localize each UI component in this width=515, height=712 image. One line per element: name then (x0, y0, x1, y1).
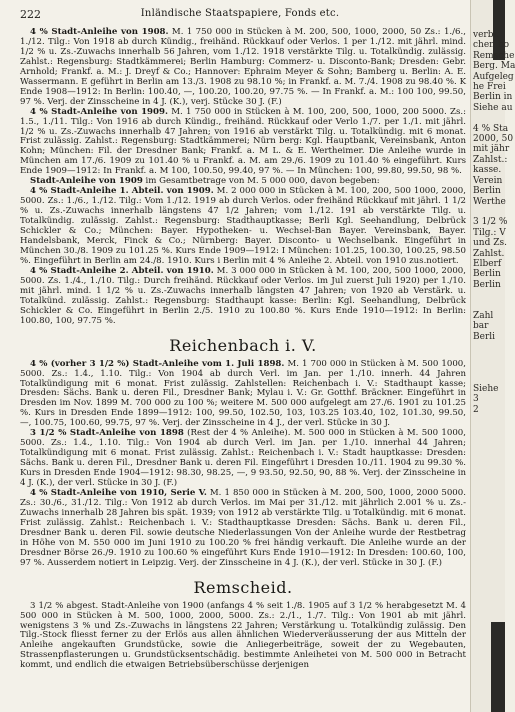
section-heading-remscheid: Remscheid. (193, 577, 293, 597)
edge-fragment: Siehe (473, 383, 499, 394)
edge-fragment: 2000, 50 (473, 134, 514, 145)
edge-fragment: Berlin (473, 279, 501, 290)
edge-fragment (471, 290, 515, 300)
edge-fragment: mit jähr (473, 144, 510, 155)
edge-fragment: Tilg.: V (473, 227, 506, 238)
entry-text: M. 1 750 000 in Stücken à M. 200, 500, 1000, 2000, 50 Zs.: 1./6., 1./12. Tilg.: Von 1918 ab durch Kündig., freihänd. Rückkauf oder Verlos. 1 per 1./12. mit jährl. mind. 1/2 % u. Zs.-Zuwachs innerhalb 56 Jahren, vom 1./12. 1918 verstärkte Tilg. u. Totalkündig. zulässig. Zahlst.: Regensburg: Stadtkämmerei; Berlin Hamburg: Commerz- u. Disconto-Bank; Dresden: Gebr. Arnhold; Frankf. a. M.: J. Dreyf & Co.; Hannover: Ephraim Meyer & Sohn; Bamberg u. Berlin: A. E. Wassermann. E geführt in Berlin am 13./3. 1908 zu 98.10 %; in Frankf. a. M. 7./4. 1908 zu 98.40 %. K Ende 1908—1912: In Berlin: 100.40, —, 100.20, 100.20, 97.75 %. — In Frankf. a. M.: 100 100, 99.50, 97 %. Verj. der Zinsscheine in 4 J. (K.), verj. Stücke 30 J. (F.) (20, 27, 466, 107)
edge-fragment (471, 342, 515, 352)
edge-fragment: Verein (473, 175, 503, 186)
adjacent-page-fragments (471, 30, 515, 415)
edge-fragment: 3 1/2 % (473, 217, 508, 228)
edge-fragment: Remsche (473, 50, 515, 61)
section-reichenbach (20, 360, 466, 569)
entry-lead: 4 % Stadt-Anleihe von 1908. (30, 27, 169, 37)
page-number: 222 (20, 8, 41, 21)
edge-fragment: Zahlst. (473, 248, 505, 259)
running-title: Inländische Staatspapiere, Fonds etc. (140, 8, 340, 19)
entry-lead: 4 % Stadt-Anleihe von 1910, Serie V. (30, 487, 207, 498)
adjacent-page-edge (470, 0, 515, 712)
entry-lead: 4 % Stadt-Anleihe 1. Abteil. von 1909. (30, 186, 214, 197)
edge-fragment: kasse. (473, 165, 502, 176)
edge-fragment: bar (473, 321, 489, 332)
edge-fragment: Siehe au (473, 102, 513, 113)
section-remscheid (20, 602, 466, 672)
entry-paragraph (20, 267, 466, 327)
edge-fragment (471, 373, 515, 383)
section-heading-reichenbach: Reichenbach i. V. (169, 335, 317, 355)
entry-lead: 4 % (vorher 3 1/2 %) Stadt-Anleihe vom 1. Juli 1898. (30, 358, 285, 369)
section-regensburg-continued (20, 28, 466, 327)
page-header (20, 8, 460, 22)
entry-lead: 4 % Stadt-Anleihe von 1909. (30, 106, 168, 117)
edge-fragment: Berlin (473, 269, 501, 280)
entry-text: im Gesamtbetrage von M. 5 000 000, davon begeben: (142, 176, 380, 187)
entry-lead: Stadt-Anleihe von 1909 (30, 176, 143, 187)
entry-paragraph (20, 429, 466, 489)
entry-lead: 3 1/2 % Stadt-Anleihe von 1898 (30, 428, 184, 439)
edge-fragment: Berli (473, 331, 495, 342)
entry-text: 3 1/2 % abgest. Stadt-Anleihe von 1900 (anfangs 4 % seit 1./8. 1905 auf 3 1/2 % herabgesetzt M. 4 500 000 in Stücken à M. 500, 1000, 2000, 5000. Zs.: 2./1., 1./7. Tilg.: Von 1901 ab mit jährl. wenigstens 3 % und Zs.-Zuwachs in längstens 22 Jahren; Verstärkung u. Totalkündig zulässig. Den Tilg.-Stock fliesst ferner zu der Erlös aus allen ähnlichen Wiederveräusserung der aus Mitteln der Anleihe angekauften Grundstücke, sowie die Anliegerbeiträge, soweit der zu Wegebauten, Strassenpflasterungen u. Grundstücksentschädig. bestimmte Anleihetei von M. 500 000 in Betracht kommt, und endlich die etwaigen Betriebsüberschüsse derjenigen (20, 600, 466, 671)
edge-fragment: Elberf (473, 258, 502, 269)
edge-fragment: 2 (473, 404, 479, 415)
edge-fragment (471, 353, 515, 363)
entry-paragraph (20, 108, 466, 178)
entry-paragraph (20, 360, 466, 430)
edge-fragment: Werthe (473, 196, 506, 207)
edge-fragment: 4 % Sta (473, 123, 509, 134)
edge-fragment: Berlin in (473, 92, 513, 103)
edge-fragment: und Zs. (473, 238, 507, 249)
entry-paragraph (20, 489, 466, 569)
edge-fragment: Aufgeleg (473, 71, 514, 82)
entry-text: M. 2 000 000 in Stücken à M. 100, 200, 500 1000, 2000, 5000. Zs.: 1./6., 1./12. Tilg.: Vom 1./12. 1919 ab durch Verlos. oder freihänd Rückkauf mit jährl. 1 1/2 % u. Zs.-Zuwachs innerhalb längstens 47 1/2 Jahren; vom 1./12. 191 ab verstärkte Tilg. u. Totalkündig. zulässig. Zahlst.: Regensburg: Stadthauptkasse; Berli Kgl. Seehandlung, Delbrück Schickler & Co.; München: Bayer. Hypotheken- u. Wechsel-Ban Bayer. Vereinsbank, Bayer. Handelsbank, Merck, Finck & Co.; Nürnberg: Bayer. Disconto- u Wechselbank. Eingeführt in München 30./8. 1909 zu 101.25 %. Kurs Ende 1909—1912: I München: 101.25, 100.30, 100.25, 98.50 %. Eingeführt in Berlin am 24./8. 1910. Kurs i Berlin mit 4 % Anleihe 2. Abteil. von 1910 zus.notiert. (20, 186, 466, 266)
edge-fragment: 3 (473, 394, 479, 405)
edge-fragment (471, 113, 515, 123)
text-column (20, 28, 466, 671)
edge-fragment: Berlin (473, 186, 501, 197)
edge-fragment (471, 363, 515, 373)
entry-text: M. 1 700 000 in Stücken à M. 500 1000, 5000. Zs.: 1.4., 1.10. Tilg.: Von 1904 ab durch Verl. im Jan. per 1./10. innerh. 44 Jahren Totalkündigung mit 6 monat. Frist zulässig. Zahlstellen: Reichenbach i. V.: Stadthaupt kasse; Dresden: Sächs. Bank u. deren Fil., Dresdner Bank; Mylau i. V.: Gr. Gotthf. Bräckner. Eingeführt in Dresden im Nov. 1899 M. 700 000 zu 100 %; weitere M. 500 000 aufgelegt am 27./6. 1901 zu 101.25 %. Kurs in Dresden Ende 1899—1912: 100, 99.50, 102.50, 103, 103.25 103.40, 102, 101.30, 99.50, —, 100.75, 100.60, 99.75, 97 %. Verj. der Zinsscheine in 4 J., der verl. Stücke in 30 J. (20, 358, 466, 429)
edge-fragment: verbl. (473, 30, 500, 40)
edge-fragment: Zahlst.: (473, 154, 508, 165)
edge-fragment: Berg. Ma (473, 61, 515, 72)
edge-fragment: chen bo (473, 40, 509, 51)
entry-lead: 4 % Stadt-Anleihe 2. Abteil. von 1910. (30, 265, 214, 276)
edge-fragment: Zahl (473, 310, 494, 321)
edge-fragment (471, 301, 515, 311)
edge-fragment (471, 207, 515, 217)
entry-paragraph (20, 187, 466, 267)
entry-paragraph (20, 602, 466, 672)
entry-text: M. 1 850 000 in Stücken à M. 200, 500, 1000, 2000 5000. Zs.: 30./6., 31./12. Tilg.: Von 1912 ab durch Verlos. im Mai per 31./12. mit jährlich 2.001 % u. Zs.-Zuwachs innerhalb 28 Jahren bis spät. 1939; von 1912 ab verstärkte Tilg. u Totalkündig. mit 6 monat. Frist zulässig. Zahlst.: Reichenbach i. V.: Stadthauptkasse Dresden: Sächs. Bank u. deren Fil., Dresdner Bank u. deren Fil. sowie deutsche Niederlassungen Von der Anleihe wurde der Restbetrag in Höhe von M. 550 000 im Juni 1910 zu 100.20 % frei händig verkauft. Die Anleihe wurde an der Dresdner Börse 26./9. 1910 zu 100.60 % eingeführt Kurs Ende 1910—1912: In Dresden: 100.60, 100, 97 %. Ausserdem notiert in Leipzig. Verj. der Zinsscheine in 4 J. (K.), der verl. Stücke in 30 J. (F.) (20, 487, 466, 568)
edge-fragment: he Frei (473, 82, 506, 93)
entry-paragraph (20, 28, 466, 108)
binding-shadow (491, 622, 505, 712)
entry-text: M. 3 000 000 in Stücken à M. 100, 200, 500 1000, 2000, 5000. Zs. 1./4., 1./10. Tilg.: Durch freihänd. Rückkauf oder Verlos. im Jul zuerst Juli 1920) per 1./10. mit jährl. mind. 1 1/2 % u. Zs.-Zuwachs innerhalb längsten 47 Jahren; von 1920 ab Verstärk. u. Totalkünd. zulässig. Zahlst.: Regensburg: Stadthaupt kasse: Berlin: Kgl. Seehandlung, Delbrück Schickler & Co. Eingeführt in Berlin 2./5. 1910 zu 100.80 %. Kurs Ende 1910—1912: In Berlin: 100.80, 100, 97.75 %. (20, 265, 466, 326)
entry-text: M. 1 750 000 in Stücken à M. 100, 200, 500, 1000, 200 5000. Zs.: 1.5., 1./11. Tilg.: Von 1916 ab durch Kündig., freihänd. Rückkauf oder Verlo 1./7. per 1./1. mit jährl. 1/2 % u. Zs.-Zuwachs innerhalb 47 Jahren; von 1916 ab verstärkt Tilg. u. Totalkündig. mit 6 monat. Frist zulässig. Zahlst.: Regensburg: Stadtkämmerei; Nürn berg: Kgl. Hauptbank, Vereinsbank, Anton Kohn; München: Fil. der Dresdner Bank; Frankf. a. M L. & E. Wertheimer. Die Anleihe wurde in München am 17./6. 1909 zu 101.40 % u Frankf. a. M. am 29./6. 1909 zu 101.40 % eingeführt. Kurs Ende 1909—1912: In Frankf. a. M 100, 100.50, 99.40, 97 %. — In München: 100, 99.80, 99.50, 98 %. (20, 106, 466, 177)
entry-text: (Rest der 4 % Anleihe). M. 500 000 in Stücken à M. 500 1000, 5000. Zs.: 1.4., 1.10. Tilg.: Von 1904 ab durch Verl. im Jan. per 1./10. innerhal 44 Jahren; Totalkündigung mit 6 monat. Frist zulässig. Zahlst.: Reichenbach i. V.: Stadt hauptkasse: Dresden: Sächs. Bank u. deren Fil., Dresdner Bank u. deren Fil. Eingeführt i Dresden 10./11. 1904 zu 99.30 %. Kurs in Dresden Ende 1904—1912: 98.30, 98.25, —, 9 93.50, 92.50, 90, 88 %. Verj. der Zinsscheine in 4 J. (K.), der verl. Stücke in 30 J. (F.) (20, 428, 466, 489)
